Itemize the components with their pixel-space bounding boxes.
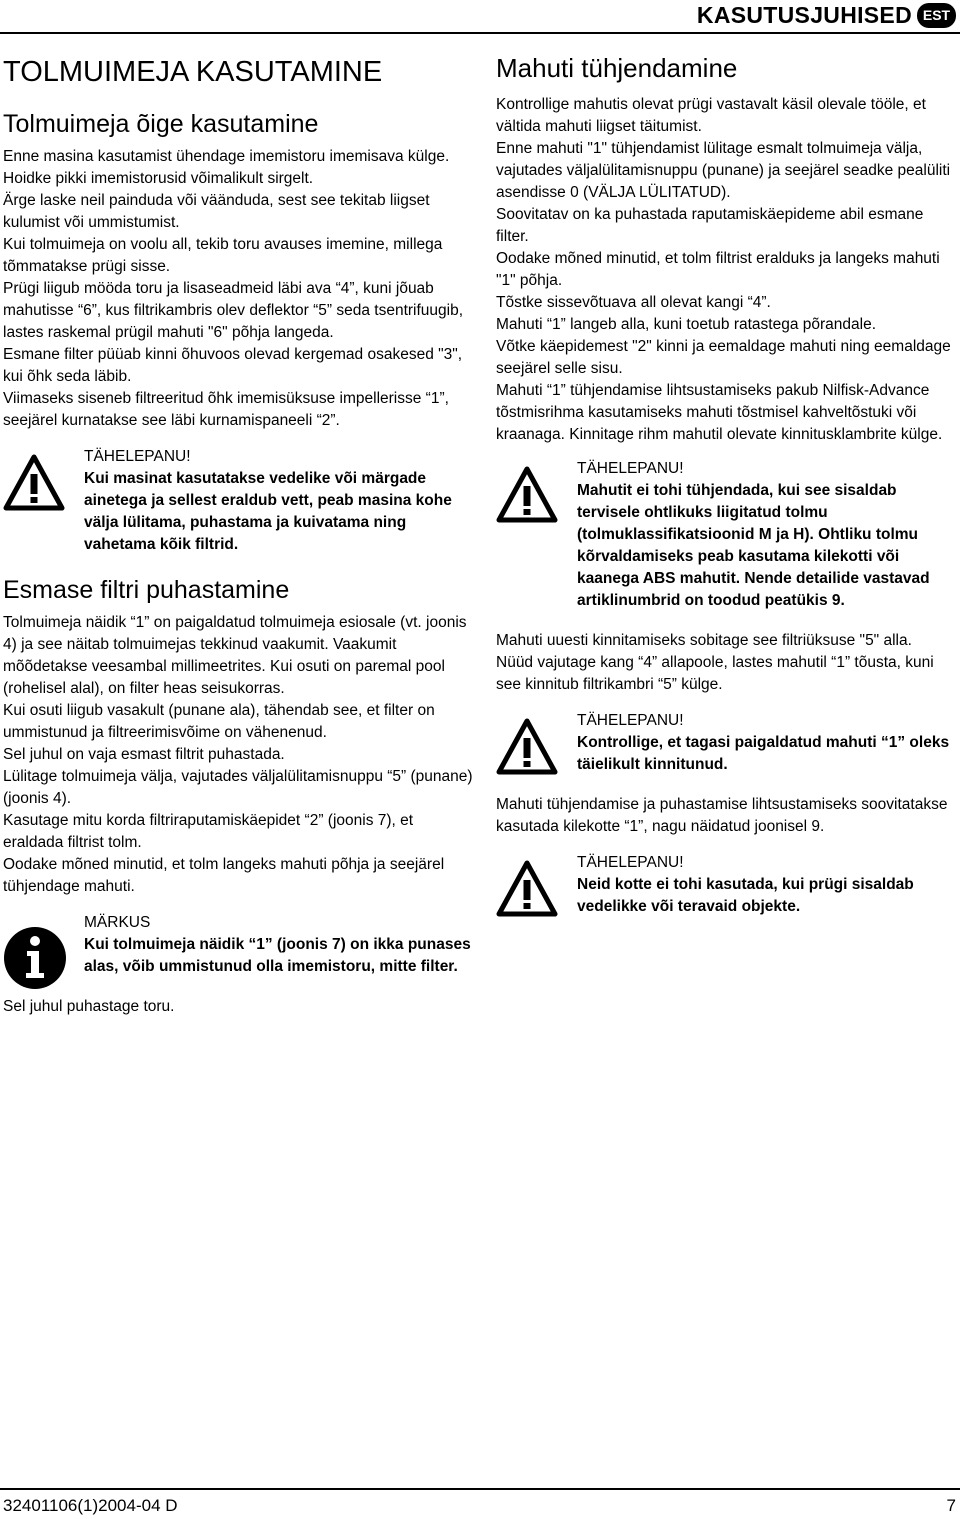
warning-notice [496, 852, 958, 918]
paragraph: Mahuti tühjendamise ja puhastamise lihtsustamiseks soovitatakse kasutada kilekotte “1”, nagu näidatud joonisel 9. [496, 796, 948, 835]
note-notice [3, 912, 473, 978]
warning-title: TÄHELEPANU! [84, 448, 191, 465]
header-divider [0, 32, 960, 34]
paragraph: Hoidke pikki imemistorusid võimalikult sirgelt. [3, 170, 314, 187]
paragraph: Tõstke sissevõtuava all olevat kangi “4”. [496, 294, 771, 311]
section-title-correct-use: Tolmuimeja õige kasutamine [3, 110, 319, 138]
paragraph: Kui osuti liigub vasakult (punane ala), tähendab see, et filter on ummistunud ja filtreerimisvõime on vähenenud. [3, 702, 435, 741]
warning-triangle-icon [496, 860, 558, 918]
warning-notice [3, 446, 473, 556]
paragraph: Sel juhul puhastage toru. [3, 998, 175, 1015]
paragraph: Ärge laske neil painduda või väänduda, sest see tekitab liigset kulumist või ummistumist. [3, 192, 430, 231]
warning-title: TÄHELEPANU! [577, 854, 684, 871]
paragraph: Soovitatav on ka puhastada raputamiskäepideme abil esmane filter. [496, 206, 924, 245]
warning-triangle-icon [496, 466, 558, 524]
warning-text: Mahutit ei tohi tühjendada, kui see sisaldab tervisele ohtlikuks liigitatud tolmu (tolmuklassifikatsioonid M ja H). Ohtliku tolmu kõrvaldamiseks peab kasutama kilekotti või kaanega ABS mahutit. Nende detailide vastavad artiklinumbrid on toodud peatükis 9. [577, 482, 930, 609]
paragraph: Enne masina kasutamist ühendage imemistoru imemisava külge. [3, 148, 450, 165]
warning-title: TÄHELEPANU! [577, 460, 684, 477]
language-badge: EST [917, 3, 956, 28]
warning-text: Kontrollige, et tagasi paigaldatud mahuti “1” oleks täielikult kinnitunud. [577, 734, 950, 773]
paragraph: Mahuti uuesti kinnitamiseks sobitage see filtriüksuse "5" alla. [496, 632, 912, 649]
header-title: KASUTUSJUHISED [696, 2, 912, 28]
paragraph: Sel juhul on vaja esmast filtrit puhastada. [3, 746, 285, 763]
warning-title: TÄHELEPANU! [577, 712, 684, 729]
paragraph: Mahuti “1” tühjendamise lihtsustamiseks pakub Nilfisk-Advance tõstmisrihma kasutamiseks mahuti tõstmisel kahveltõstuki või kraanaga. Kinnitage rihm mahutil olevate kinnitusklambrite külge. [496, 382, 943, 443]
paragraph: Kontrollige mahutis olevat prügi vastavalt käsil olevale tööle, et vältida mahuti liigset täitumist. [496, 96, 926, 135]
paragraph: Mahuti “1” langeb alla, kuni toetub ratastega põrandale. [496, 316, 876, 333]
warning-text: Kui masinat kasutatakse vedelike või märgade ainetega ja sellest eraldub vett, peab masina kohe välja lülitama, puhastama ja kuivatama ning vahetama kõik filtrid. [84, 470, 452, 553]
right-column [496, 46, 958, 936]
paragraph: Võtke käepidemest "2" kinni ja eemaldage mahuti ning eemaldage seejärel selle sisu. [496, 338, 951, 377]
left-column [3, 46, 473, 1018]
note-title: MÄRKUS [84, 914, 151, 931]
paragraph: Enne mahuti "1" tühjendamist lülitage esmalt tolmuimeja välja, vajutades väljalülitamisnuppu (punane) ja seejärel seadke pealüliti asendisse 0 (VÄLJA LÜLITATUD). [496, 140, 951, 201]
document-number: 32401106(1)2004-04 D [3, 1496, 178, 1515]
warning-text: Neid kotte ei tohi kasutada, kui prügi sisaldab vedelikke või teravaid objekte. [577, 876, 914, 915]
warning-triangle-icon [3, 454, 65, 512]
note-text: Kui tolmuimeja näidik “1” (joonis 7) on ikka punases alas, võib ummistunud olla imemistoru, mitte filter. [84, 936, 471, 975]
section-title-container-emptying: Mahuti tühjendamine [496, 53, 738, 83]
paragraph: Kasutage mitu korda filtriraputamiskäepidet “2” (joonis 7), et eraldada filtrist tolm. [3, 812, 414, 851]
section-title-filter-cleaning: Esmase filtri puhastamine [3, 576, 290, 604]
paragraph: Lülitage tolmuimeja välja, vajutades väljalülitamisnuppu “5” (punane) (joonis 4). [3, 768, 473, 807]
info-icon [3, 926, 67, 990]
page-number: 7 [946, 1496, 956, 1515]
footer-divider [0, 1488, 960, 1490]
paragraph: Viimaseks siseneb filtreeritud õhk imemisüksuse impellerisse “1”, seejärel kurnatakse see läbi kurnamispaneeli “2”. [3, 390, 449, 429]
paragraph: Nüüd vajutage kang “4” allapoole, lastes mahutil “1” tõusta, kuni see kinnitub filtrikambri “5” külge. [496, 654, 934, 693]
warning-triangle-icon [496, 718, 558, 776]
paragraph: Tolmuimeja näidik “1” on paigaldatud tolmuimeja esiosale (vt. joonis 4) ja see näitab tolmuimejas tekkinud vaakumit. Vaakumit mõõdetakse veesambal millimeetrites. Kui osuti on paremal pool (rohelisel alal), on filter heas seisukorras. [3, 614, 467, 697]
warning-notice [496, 710, 958, 776]
paragraph: Oodake mõned minutid, et tolm langeks mahuti põhja ja seejärel tühjendage mahuti. [3, 856, 445, 895]
paragraph: Oodake mõned minutid, et tolm filtrist eralduks ja langeks mahuti "1" põhja. [496, 250, 940, 289]
paragraph: Esmane filter püüab kinni õhuvoos olevad kergemad osakesed "3", kui õhk seda läbib. [3, 346, 463, 385]
paragraph: Kui tolmuimeja on voolu all, tekib toru avauses imemine, millega tõmmatakse prügi sisse. [3, 236, 443, 275]
main-title: TOLMUIMEJA KASUTAMINE [3, 56, 383, 88]
warning-notice [496, 458, 958, 612]
paragraph: Prügi liigub mööda toru ja lisaseadmeid läbi ava “4”, kuni jõuab mahutisse “6”, kus filtrikambris olev deflektor “5” seda tsentrifuugib, lastes raskemal prügil mahuti "6" põhja langeda. [3, 280, 464, 341]
